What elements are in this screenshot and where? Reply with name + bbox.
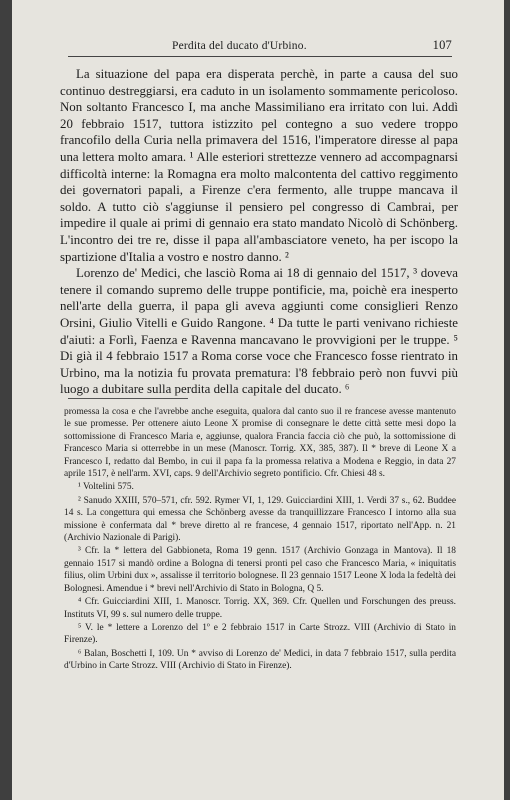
footnote: promessa la cosa e che l'avrebbe anche eseguita, qualora dal canto suo il re francese avesse mantenuto le sue promesse. Per ottenere aiuto Leone X promise di consegnare le dette città sette mesi dopo la sottomissione di Francesco Maria e, aggiunse, qualora Francia faccia ciò che può, la sottomissione di Francesco Maria si otterrebbe in un mese (Manoscr. Torrig. XX, 385, 387). Il * breve di Leone X a Francesco I, redatto dal Bembo, in cui il papa fa la promessa relativa a Modena e Reggio, in data 27 aprile 1517, è nell'arm. XVI, caps. 9 dell'Archivio segreto pontificio. Cfr. Chiesi 48 s.	[64, 407, 456, 480]
footnote: ³ Cfr. la * lettera del Gabbioneta, Roma 19 genn. 1517 (Archivio Gonzaga in Mantova). Il 18 gennaio 1517 si mandò ordine a Bologna di tenersi pronti pel caso che Francesco Maria, « iniquitatis filius, olim Urbini dux », assalisse il territorio bolognese. Il 23 gennaio 1517 Leone X loda la fedeltà dei Bolognesi. Amendue i * brevi nell'Archivio di Stato in Bologna, Q 5.	[64, 546, 456, 594]
book-page	[12, 0, 504, 800]
footnote: ⁴ Cfr. Guicciardini XIII, 1. Manoscr. Torrig. XX, 369. Cfr. Quellen und Forschungen des preuss. Instituts VI, 99 s. sul numero delle truppe.	[64, 597, 456, 620]
footnote: ⁵ V. le * lettere a Lorenzo del 1º e 2 febbraio 1517 in Carte Strozz. VIII (Archivio di Stato in Firenze).	[64, 622, 456, 646]
footnote: ² Sanudo XXIII, 570–571, cfr. 592. Rymer VI, 1, 129. Guicciardini XIII, 1. Verdi 37 s., 62. Buddee 14 s. La congettura qui emessa che Schönberg avesse da tranquillizzare Francesco I intorno alla sua missione è confermata dal * breve diretto al re francese, 4 gennaio 1517, riportato nell'App. n. 21 (Archivio Nazionale di Parigi).	[64, 495, 456, 544]
footnote: ⁶ Balan, Boschetti I, 109. Un * avviso di Lorenzo de' Medici, in data 7 febbraio 1517, sulla perdita d'Urbino in Carte Strozz. VIII (Archivio di Stato in Firenze).	[64, 648, 456, 672]
footnote-separator	[68, 398, 188, 399]
paragraph: La situazione del papa era disperata perchè, in parte a causa del suo continuo destreggiarsi, era caduto in un isolamento sommamente pericoloso. Non soltanto Francesco I, ma anche Massimiliano era irritato con lui. Addì 20 febbraio 1517, tuttora istizzito pel contegno a suo vedere troppo francofilo della Curia nella primavera del 1516, l'imperatore diresse al papa una lettera molto amara. ¹ Alle esteriori strettezze vennero ad accompagnarsi difficoltà interne: la Romagna era molto malcontenta del cattivo reggimento dei governatori papali, a Firenze c'era fermento, alle truppe mancava il soldo. A tutto ciò s'aggiunse il pensiero pel congresso di Cambrai, per impedire il quale ai primi di gennaio era stato mandato Nicolò di Schönberg. L'incontro dei tre re, disse il papa all'ambasciatore veneto, ha per iscopo la spartizione d'Italia a vostro e nostro danno. ²	[60, 67, 458, 264]
paragraph: Lorenzo de' Medici, che lasciò Roma ai 18 di gennaio del 1517, ³ doveva tenere il comando supremo delle truppe pontificie, ma, poichè era inesperto nell'arte della guerra, il papa gli aveva aggiunti come consiglieri Renzo Orsini, Giulio Vitelli e Guido Rangone. ⁴ Da tutte le parti venivano richieste d'aiuti: a Forlì, Faenza e Ravenna mancavano le provvigioni per le truppe. ⁵ Di già il 4 febbraio 1517 a Roma corse voce che Francesco fosse rientrato in Urbino, ma la notizia fu provata prematura: l'8 febbraio però non fuvvi più luogo a dubitare sulla perdita della capitale del ducato. ⁶	[60, 266, 458, 397]
main-text	[60, 66, 458, 398]
header-rule	[68, 56, 452, 57]
footnotes	[64, 406, 456, 674]
running-title: Perdita del ducato d'Urbino.	[172, 40, 307, 52]
footnote: ¹ Voltelini 575.	[78, 482, 134, 493]
running-header	[72, 38, 452, 54]
page-number: 107	[432, 38, 452, 52]
